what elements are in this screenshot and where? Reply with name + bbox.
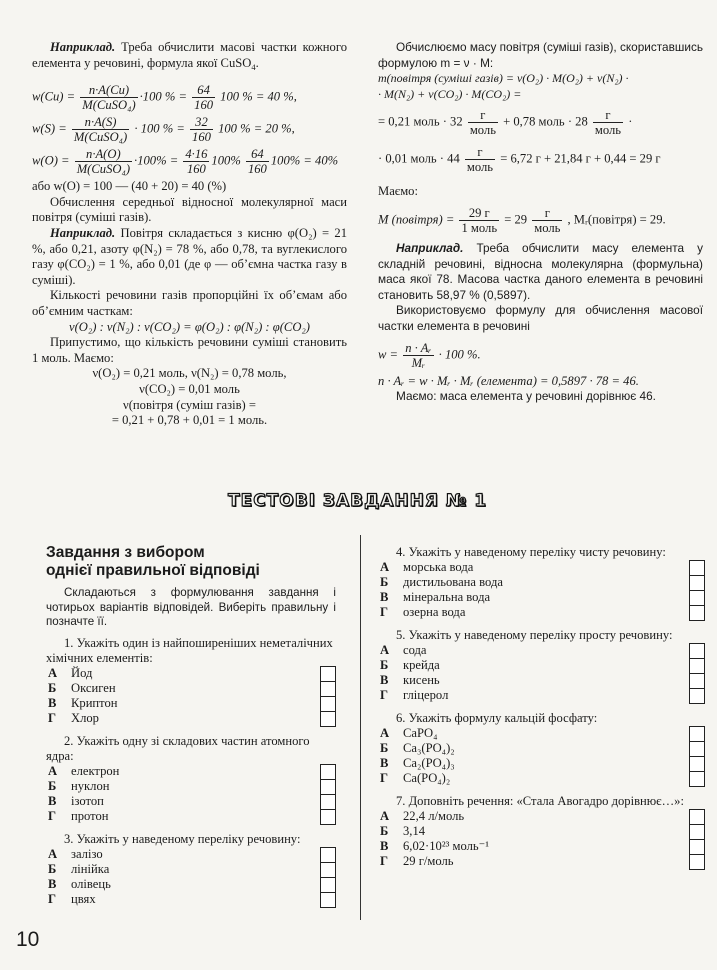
calc-part: + 0,78 моль · 28 xyxy=(499,114,588,129)
answer-option[interactable] xyxy=(378,658,705,673)
example-lead: Наприклад. xyxy=(50,225,116,240)
answer-option[interactable] xyxy=(378,756,705,771)
mass-fraction-formula xyxy=(378,341,703,370)
formula-part: 100% xyxy=(211,153,244,168)
formula-lhs: w(S) = xyxy=(32,121,67,136)
air-mass-formula-1: m(повітря (суміші газів) = ν(O₂) · M(O₂) + ν(N₂) · xyxy=(378,71,629,86)
unit-numerator: г xyxy=(465,145,495,160)
answer-option[interactable] xyxy=(46,764,336,779)
air-molar-mass-intro: Обчислення середньої відносної молекулярної маси повітря (суміші газів). xyxy=(32,194,347,225)
fraction-numerator: 4·16 xyxy=(185,147,208,162)
formula-tail: · 100 %. xyxy=(435,346,481,361)
fraction-numerator: 29 г xyxy=(459,206,499,221)
answer-checkbox[interactable] xyxy=(689,771,705,787)
unit-numerator: г xyxy=(468,108,498,123)
unit-numerator: г xyxy=(593,108,623,123)
air-mass-formula-2: · M(N₂) + ν(CO₂) · M(CO₂) = xyxy=(378,86,522,101)
option-letter: В xyxy=(380,590,389,604)
questions-left xyxy=(46,636,336,907)
answer-option[interactable] xyxy=(378,741,705,756)
question-2 xyxy=(46,734,336,824)
answer-checkbox[interactable] xyxy=(320,711,336,727)
answer-checkbox[interactable] xyxy=(320,862,336,878)
fraction-numerator: 64 xyxy=(246,147,269,162)
option-text: гліцерол xyxy=(403,688,449,702)
option-text: мінеральна вода xyxy=(403,590,491,604)
formula-tail: 100 % = 20 %, xyxy=(214,121,295,136)
calc-part: = 0,21 моль · 32 xyxy=(378,114,463,129)
answer-option[interactable] xyxy=(46,666,336,681)
question-text: 1. Укажіть один із найпоширеніших неметалічних хімічних елементів: xyxy=(46,635,333,665)
answer-checkbox[interactable] xyxy=(320,892,336,908)
fraction-numerator: n·A(O) xyxy=(75,147,132,162)
option-letter: В xyxy=(48,876,57,891)
question-3 xyxy=(46,832,336,907)
formula-tail: 100 % = 40 %, xyxy=(217,89,297,104)
option-text: ізотоп xyxy=(71,793,104,808)
fraction-denominator: 1 моль xyxy=(461,220,498,235)
answer-option[interactable] xyxy=(378,726,705,741)
formula-w-o xyxy=(32,147,347,176)
answer-option[interactable] xyxy=(46,711,336,726)
option-text: залізо xyxy=(71,846,103,861)
option-letter: Г xyxy=(380,854,389,868)
unit-fraction xyxy=(468,108,498,137)
fraction xyxy=(75,147,132,176)
moles-line-1: ν(O₂) = 0,21 моль, ν(N₂) = 0,78 моль, xyxy=(92,366,287,381)
option-letter: Г xyxy=(380,605,389,619)
unit-denominator: моль xyxy=(466,160,494,175)
answer-checkbox[interactable] xyxy=(689,658,705,674)
fraction-denominator: M(CuSO₄) xyxy=(82,98,136,113)
calc-part: M (повітря) = xyxy=(378,212,455,227)
answer-checkbox[interactable] xyxy=(689,756,705,772)
tests-left-column xyxy=(46,544,336,907)
answer-option[interactable] xyxy=(378,590,705,605)
option-text: Оксиген xyxy=(71,680,116,695)
example-paragraph-3 xyxy=(378,241,703,303)
right-theory-column xyxy=(378,40,703,405)
unit-denominator: моль xyxy=(594,123,622,138)
question-text: 2. Укажіть одну зі складових частин атомного ядра: xyxy=(46,733,310,763)
calc-part: · 0,01 моль · 44 xyxy=(378,151,460,166)
answer-option[interactable] xyxy=(46,696,336,711)
option-letter: В xyxy=(380,673,389,687)
air-mass-calc-1 xyxy=(378,108,703,137)
option-letter: В xyxy=(48,793,57,808)
fraction-numerator: 64 xyxy=(192,83,215,98)
option-text: 29 г/моль xyxy=(403,854,454,868)
answer-checkbox[interactable] xyxy=(320,779,336,795)
formula-part: · 100 % = xyxy=(131,121,189,136)
formula-part: ·100% = xyxy=(134,153,182,168)
example-text: Треба обчислити масу елемента у складній речовині, відносна молекулярна (формульна) маса якої 78. Масова частка даного елемента в речовині становить 58,97 % (0,5897). xyxy=(378,240,703,302)
calc-part: = 29 xyxy=(501,212,528,227)
formula-subscript: 4 xyxy=(251,61,256,72)
answer-checkbox[interactable] xyxy=(320,764,336,780)
calc-part: = 6,72 г + 21,84 г + 0,44 = 29 г xyxy=(497,151,661,166)
answer-checkbox[interactable] xyxy=(320,847,336,863)
answer-checkbox[interactable] xyxy=(689,839,705,855)
answer-checkbox[interactable] xyxy=(689,575,705,591)
example-text: Треба обчислити масові частки кожного елемента у речовині, формула якої CuSO xyxy=(32,40,347,70)
option-text: CaPO₄ xyxy=(403,726,438,740)
option-letter: А xyxy=(380,809,390,823)
answer-checkbox[interactable] xyxy=(689,590,705,606)
answer-option[interactable] xyxy=(378,688,705,703)
option-text: Ca₂(PO₄)₃ xyxy=(403,756,455,770)
proportionality-text: Кількості речовини газів пропорційні їх об’ємам або об’ємним часткам: xyxy=(32,288,347,318)
answer-option[interactable] xyxy=(378,824,705,839)
option-letter: А xyxy=(48,665,58,680)
option-text: крейда xyxy=(403,658,440,672)
option-text: Криптон xyxy=(71,695,118,710)
question-text: 4. Укажіть у наведеному переліку чисту речовину: xyxy=(396,545,666,559)
mayemo-label: Маємо: xyxy=(378,184,418,199)
question-text: 6. Укажіть формулу кальцій фосфату: xyxy=(396,711,598,725)
option-letter: Г xyxy=(48,808,57,823)
question-text: 3. Укажіть у наведеному переліку речовину: xyxy=(64,831,301,846)
fraction-denominator: M(CuSO₄) xyxy=(76,162,131,177)
answer-option[interactable] xyxy=(46,681,336,696)
answer-option[interactable] xyxy=(378,575,705,590)
fraction-denominator: M(CuSO₄) xyxy=(73,130,128,145)
option-text: морська вода xyxy=(403,560,474,574)
unit-denominator: моль xyxy=(534,220,561,235)
formula-tail: 100% = 40% xyxy=(270,153,339,168)
option-text: лінійка xyxy=(71,861,110,876)
formula-lhs: w = xyxy=(378,346,399,361)
fraction-denominator: 160 xyxy=(192,130,211,145)
answer-option[interactable] xyxy=(378,673,705,688)
page-number: 10 xyxy=(16,928,40,951)
answer-option[interactable] xyxy=(378,643,705,658)
fraction-numerator: n · Aᵣ xyxy=(405,340,432,355)
element-mass-formula: n · Aᵣ = w · Mᵣ · Mᵣ (елемента) = 0,5897 · 78 = 46. xyxy=(378,373,639,388)
calc-part: · xyxy=(625,114,633,129)
option-letter: В xyxy=(380,756,389,770)
air-mass-calc-2 xyxy=(378,145,703,174)
fraction-denominator: Mᵣ xyxy=(411,355,426,370)
fraction xyxy=(72,115,129,144)
tests-heading-line-2: однієї правильної відповіді xyxy=(46,562,260,579)
section-title: ТЕСТОВІ ЗАВДАННЯ № 1 xyxy=(228,491,488,511)
formula-usage-text: Використовуємо формулу для обчислення масової частки елемента в речовині xyxy=(378,303,703,333)
option-letter: Б xyxy=(48,778,57,793)
answer-checkbox[interactable] xyxy=(689,560,705,576)
answer-checkbox[interactable] xyxy=(320,666,336,682)
moles-line-3: ν(повітря (суміш газів) = xyxy=(123,397,256,412)
option-letter: Г xyxy=(380,771,389,785)
question-text: 7. Доповніть речення: «Стала Авогадро дорівнює…»: xyxy=(396,794,684,808)
formula-lhs: w(Cu) = xyxy=(32,89,76,104)
example-text: Повітря складається з кисню φ(O₂) = 21 %, або 0,21, азоту φ(N₂) = 78 %, або 0,78, та вуглекислого газу φ(CO₂) = 1 %, або 0,01 (де φ — об’ємна частка газу в суміші). xyxy=(32,225,347,287)
answer-option[interactable] xyxy=(46,779,336,794)
answer-option[interactable] xyxy=(378,771,705,786)
option-letter: А xyxy=(380,726,390,740)
fraction xyxy=(403,341,433,370)
answer-checkbox[interactable] xyxy=(689,643,705,659)
fraction xyxy=(80,83,137,112)
calc-part: , Mᵣ(повітря) = 29. xyxy=(564,212,666,227)
moles-line-4: = 0,21 + 0,78 + 0,01 = 1 моль. xyxy=(111,413,268,428)
answer-checkbox[interactable] xyxy=(689,688,705,704)
unit-fraction xyxy=(532,206,562,235)
question-1 xyxy=(46,636,336,726)
tests-intro: Складаються з формулювання завдання і чотирьох варіантів відповідей. Виберіть правильну і позначте її. xyxy=(46,586,336,628)
tests-heading-line-1: Завдання з вибором xyxy=(46,544,205,561)
answer-option[interactable] xyxy=(378,605,705,620)
tests-right-column xyxy=(378,545,705,869)
option-text: Йод xyxy=(71,665,93,680)
option-text: сода xyxy=(403,643,427,657)
option-letter: Г xyxy=(48,710,57,725)
option-letter: Б xyxy=(380,824,389,838)
example-lead: Наприклад. xyxy=(396,240,464,255)
fraction-numerator: n·A(Cu) xyxy=(80,83,137,98)
option-letter: Б xyxy=(48,680,57,695)
answer-checkbox[interactable] xyxy=(320,681,336,697)
option-letter: А xyxy=(48,846,58,861)
air-mass-intro: Обчислюємо масу повітря (суміші газів), скориставшись формулою m = ν · M: xyxy=(378,40,703,70)
fraction-denominator: 160 xyxy=(194,98,214,113)
option-letter: Б xyxy=(380,575,389,589)
answer-checkbox[interactable] xyxy=(320,696,336,712)
air-molar-mass-result xyxy=(378,206,703,235)
option-letter: Б xyxy=(380,741,389,755)
option-letter: Б xyxy=(380,658,389,672)
example-paragraph-2 xyxy=(32,226,347,288)
option-letter: А xyxy=(380,560,390,574)
fraction xyxy=(183,147,209,176)
question-1 xyxy=(378,545,705,620)
option-text: олівець xyxy=(71,876,111,891)
option-text: 22,4 л/моль xyxy=(403,809,465,823)
answer-option[interactable] xyxy=(378,854,705,869)
answer-option[interactable] xyxy=(378,839,705,854)
option-text: цвях xyxy=(71,891,96,906)
fraction-denominator: 160 xyxy=(186,162,206,177)
questions-right xyxy=(378,545,705,869)
formula-w-cu xyxy=(32,83,347,112)
answer-checkbox[interactable] xyxy=(689,605,705,621)
option-text: Хлор xyxy=(71,710,99,725)
question-2 xyxy=(378,628,705,703)
question-text: 5. Укажіть у наведеному переліку просту речовину: xyxy=(396,628,673,642)
fraction xyxy=(190,115,213,144)
answer-checkbox[interactable] xyxy=(689,673,705,689)
option-text: Ca(PO₄)₂ xyxy=(403,771,451,785)
answer-checkbox[interactable] xyxy=(320,809,336,825)
option-text: 6,02·10²³ моль⁻¹ xyxy=(403,839,490,853)
option-text: 3,14 xyxy=(403,824,426,838)
unit-fraction xyxy=(593,108,623,137)
fraction-numerator: 32 xyxy=(190,115,213,130)
element-mass-result: Маємо: маса елемента у речовині дорівнює 46. xyxy=(396,389,656,404)
answer-checkbox[interactable] xyxy=(320,794,336,810)
fraction xyxy=(192,83,215,112)
moles-line-2: ν(CO₂) = 0,01 моль xyxy=(139,381,240,396)
fraction xyxy=(459,206,499,235)
answer-checkbox[interactable] xyxy=(689,854,705,870)
unit-numerator: г xyxy=(532,206,562,221)
answer-checkbox[interactable] xyxy=(689,824,705,840)
option-letter: Г xyxy=(48,891,57,906)
option-text: протон xyxy=(71,808,109,823)
answer-checkbox[interactable] xyxy=(689,741,705,757)
formula-lhs: w(O) = xyxy=(32,153,70,168)
alternative-calculation: або w(O) = 100 — (40 + 20) = 40 (%) xyxy=(32,179,227,194)
example-lead: Наприклад. xyxy=(50,40,116,54)
option-letter: Б xyxy=(48,861,57,876)
formula-part: ·100 % = xyxy=(139,89,191,104)
option-text: кисень xyxy=(403,673,440,687)
example-paragraph-1: Наприклад. Треба обчислити масові частки кожного елемента у речовині, формула якої CuSO$_4$. xyxy=(32,40,347,72)
formula-w-s xyxy=(32,115,347,144)
fraction xyxy=(246,147,269,176)
answer-option[interactable] xyxy=(46,809,336,824)
answer-option[interactable] xyxy=(46,847,336,862)
option-text: Ca₃(PO₄)₂ xyxy=(403,741,455,755)
answer-option[interactable] xyxy=(378,809,705,824)
assumption-text: Припустимо, що кількість речовини суміші становить 1 моль. Маємо: xyxy=(32,335,347,365)
answer-option[interactable] xyxy=(46,892,336,907)
answer-checkbox[interactable] xyxy=(689,726,705,742)
option-letter: Г xyxy=(380,688,389,702)
option-letter: В xyxy=(48,695,57,710)
option-text: озерна вода xyxy=(403,605,466,619)
answer-option[interactable] xyxy=(46,794,336,809)
answer-option[interactable] xyxy=(46,862,336,877)
ratio-formula: ν(O₂) : ν(N₂) : ν(CO₂) = φ(O₂) : φ(N₂) : φ(CO₂) xyxy=(68,319,310,334)
option-text: дистильована вода xyxy=(403,575,503,589)
option-text: електрон xyxy=(71,763,120,778)
answer-checkbox[interactable] xyxy=(320,877,336,893)
question-4 xyxy=(378,794,705,869)
question-3 xyxy=(378,711,705,786)
unit-fraction xyxy=(465,145,495,174)
fraction-numerator: n·A(S) xyxy=(72,115,129,130)
option-text: нуклон xyxy=(71,778,110,793)
answer-option[interactable] xyxy=(46,877,336,892)
left-theory-column xyxy=(32,40,347,429)
answer-checkbox[interactable] xyxy=(689,809,705,825)
fraction-denominator: 160 xyxy=(247,162,267,177)
unit-denominator: моль xyxy=(469,123,496,138)
answer-option[interactable] xyxy=(378,560,705,575)
option-letter: А xyxy=(380,643,390,657)
option-letter: В xyxy=(380,839,389,853)
option-letter: А xyxy=(48,763,58,778)
column-divider xyxy=(360,535,361,920)
